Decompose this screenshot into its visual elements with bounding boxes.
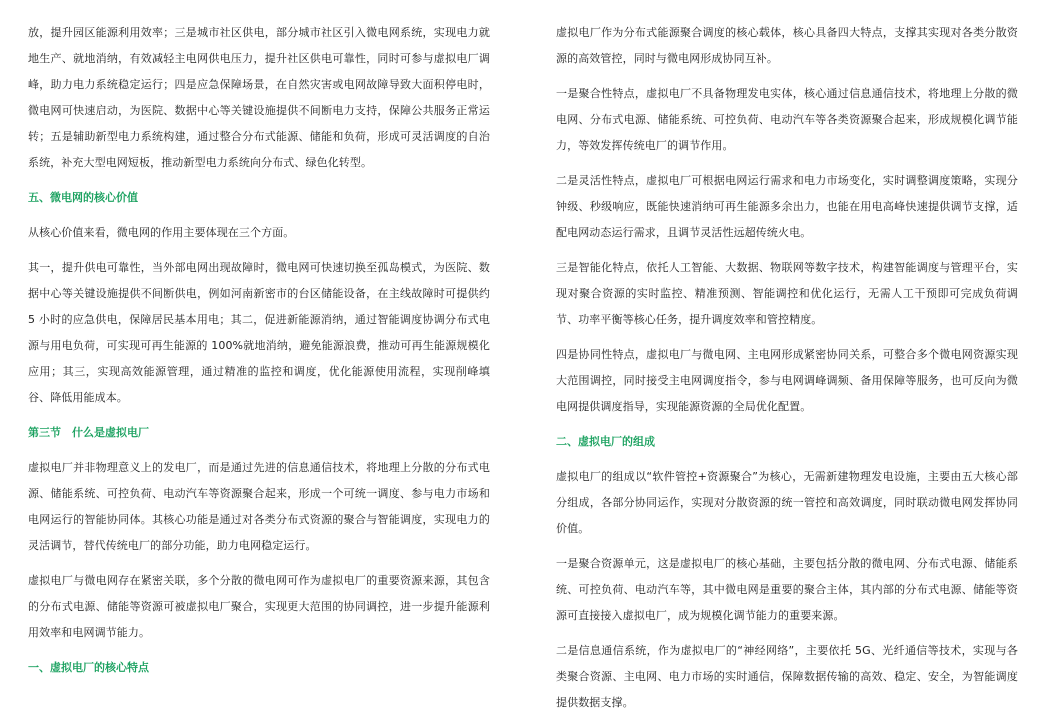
right-column <box>556 20 1018 716</box>
paragraph: 一是聚合性特点，虚拟电厂不具备物理发电实体，核心通过信息通信技术，将地理上分散的微电网、分布式电源、储能系统、可控负荷、电动汽车等各类资源聚合起来，形成规模化调节能力，等效发挥传统电厂的调节作用。 <box>556 87 1018 152</box>
section-heading: 第三节 什么是虚拟电厂 <box>28 426 149 439</box>
paragraph: 虚拟电厂并非物理意义上的发电厂，而是通过先进的信息通信技术，将地理上分散的分布式电源、储能系统、可控负荷、电动汽车等资源聚合起来，形成一个可统一调度、参与电力市场和电网运行的智能协同体。其核心功能是通过对各类分布式资源的聚合与智能调度，实现电力的灵活调节，替代传统电厂的部分功能，助力电网稳定运行。 <box>28 461 490 552</box>
section-heading: 二、虚拟电厂的组成 <box>556 435 655 448</box>
paragraph: 一是聚合资源单元，这是虚拟电厂的核心基础，主要包括分散的微电网、分布式电源、储能系统、可控负荷、电动汽车等，其中微电网是重要的聚合主体，其内部的分布式电源、储能等资源可直接接入虚拟电厂，成为规模化调节能力的重要来源。 <box>556 557 1018 622</box>
paragraph: 二是信息通信系统，作为虚拟电厂的“神经网络”，主要依托 5G、光纤通信等技术，实现与各类聚合资源、主电网、电力市场的实时通信，保障数据传输的高效、稳定、安全，为智能调度提供数据支撑。 <box>556 644 1018 709</box>
paragraph: 放，提升园区能源利用效率；三是城市社区供电，部分城市社区引入微电网系统，实现电力就地生产、就地消纳，有效减轻主电网供电压力，提升社区供电可靠性，同时可参与虚拟电厂调峰，助力电力系统稳定运行；四是应急保障场景，在自然灾害或电网故障导致大面积停电时，微电网可快速启动，为医院、数据中心等关键设施提供不间断电力支持，保障公共服务正常运转；五是辅助新型电力系统构建，通过整合分布式能源、储能和负荷，形成可灵活调度的自治系统，补充大型电网短板，推动新型电力系统向分布式、绿色化转型。 <box>28 26 490 169</box>
paragraph: 其一，提升供电可靠性，当外部电网出现故障时，微电网可快速切换至孤岛模式，为医院、数据中心等关键设施提供不间断供电，例如河南新密市的台区储能设备，在主线故障时可提供约 5 小时的应急供电，保障居民基本用电；其二，促进新能源消纳，通过智能调度协调分布式电源与用电负荷，可实现可再生能源的 100%就地消纳，避免能源浪费，推动可再生能源规模化应用；其三，实现高效能源管理，通过精准的监控和调度，优化能源使用流程，实现削峰填谷、降低用能成本。 <box>28 261 490 404</box>
paragraph: 三是智能化特点，依托人工智能、大数据、物联网等数字技术，构建智能调度与管理平台，实现对聚合资源的实时监控、精准预测、智能调控和优化运行，无需人工干预即可完成负荷调节、功率平衡等核心任务，提升调度效率和管控精度。 <box>556 261 1018 326</box>
left-column <box>28 20 490 681</box>
paragraph: 虚拟电厂作为分布式能源聚合调度的核心载体，核心具备四大特点，支撑其实现对各类分散资源的高效管控，同时与微电网形成协同互补。 <box>556 26 1018 65</box>
paragraph: 虚拟电厂与微电网存在紧密关联，多个分散的微电网可作为虚拟电厂的重要资源来源，其包含的分布式电源、储能等资源可被虚拟电厂聚合，实现更大范围的协同调控，进一步提升能源利用效率和电网调节能力。 <box>28 574 490 639</box>
paragraph: 从核心价值来看，微电网的作用主要体现在三个方面。 <box>28 226 295 239</box>
paragraph: 二是灵活性特点，虚拟电厂可根据电网运行需求和电力市场变化，实时调整调度策略，实现分钟级、秒级响应，既能快速消纳可再生能源多余出力，也能在用电高峰快速提供调节支撑，适配电网动态运行需求，且调节灵活性远超传统火电。 <box>556 174 1018 239</box>
section-heading: 五、微电网的核心价值 <box>28 191 138 204</box>
paragraph: 虚拟电厂的组成以“软件管控+资源聚合”为核心，无需新建物理发电设施，主要由五大核心部分组成，各部分协同运作，实现对分散资源的统一管控和高效调度，同时联动微电网发挥协同价值。 <box>556 470 1018 535</box>
paragraph: 四是协同性特点，虚拟电厂与微电网、主电网形成紧密协同关系，可整合多个微电网资源实现大范围调控，同时接受主电网调度指令，参与电网调峰调频、备用保障等服务，也可反向为微电网提供调度指导，实现能源资源的全局优化配置。 <box>556 348 1018 413</box>
section-heading: 一、虚拟电厂的核心特点 <box>28 661 149 674</box>
